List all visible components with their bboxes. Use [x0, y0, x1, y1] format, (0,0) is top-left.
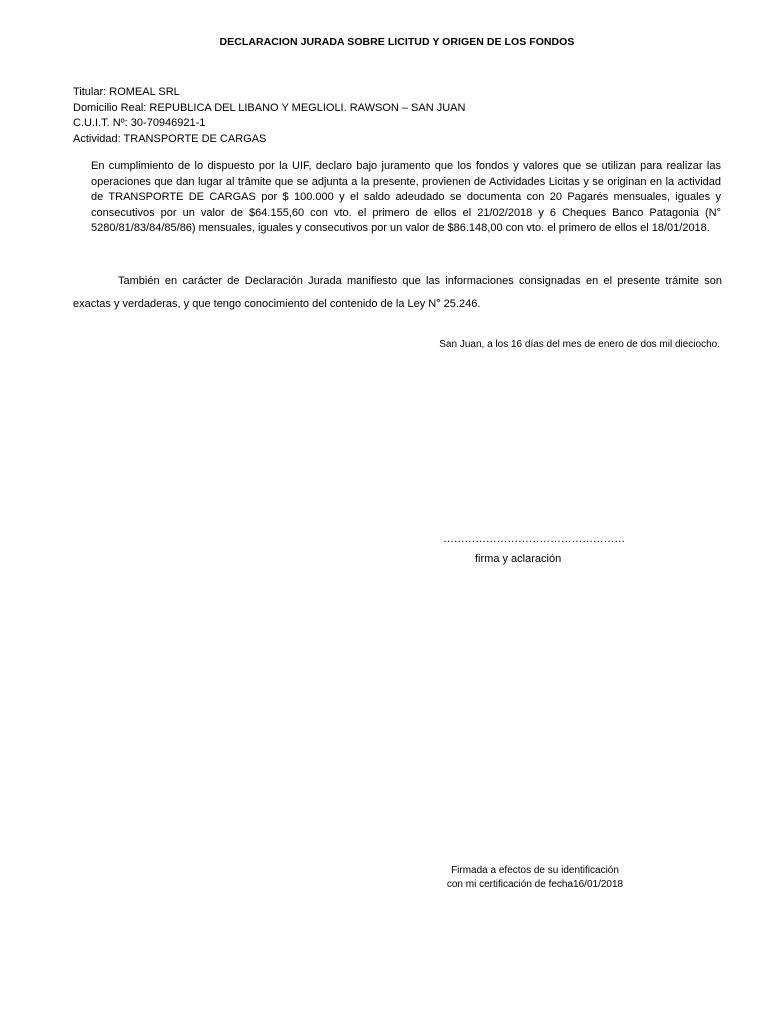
signature-label: firma y aclaración [475, 553, 562, 565]
holder-cuit: C.U.I.T. Nº: 30-70946921-1 [73, 117, 206, 129]
holder-address: Domicilio Real: REPUBLICA DEL LIBANO Y MEGLIOLI. RAWSON – SAN JUAN [73, 101, 466, 114]
holder-details [73, 85, 713, 147]
holder-activity: Actividad: TRANSPORTE DE CARGAS [73, 132, 267, 145]
certification-note [420, 864, 650, 891]
certification-line-1: Firmada a efectos de su identificación [451, 865, 619, 876]
certification-line-2: con mi certificación de fecha16/01/2018 [446, 878, 624, 890]
place-and-date: San Juan, a los 16 días del mes de enero de dos mil dieciocho. [439, 339, 720, 350]
declaration-paragraph: En cumplimiento de lo dispuesto por la UIF, declaro bajo juramento que los fondos y valores que se utilizan para realizar las operaciones que dan lugar al trâmite que se adjunta a la presente, provienen de Actividades Licitas y se originan en la actividad de TRANSPORTE DE CARGAS por $ 100.000 y el saldo adeudado se documenta con 20 Pagarés mensuales, iguales y consecutivos por un valor de $64.155,60 con vto. el primero de ellos el 21/02/2018 y 6 Cheques Banco Patagonia (N° 5280/81/83/84/85/86) mensuales, iguales y consecutivos por un valor de $86.148,00 con vto. el primero de ellos el 18/01/2018. [91, 160, 721, 234]
signature-line: …………………………………………… [443, 533, 625, 545]
holder-name: Titular: ROMEAL SRL [73, 86, 180, 98]
sworn-statement-paragraph: También en carácter de Declaración Jurada manifiesto que las informaciones consignadas en el presente trámite son exactas y verdaderas, y que tengo conocimiento del contenido de la Ley N° 25.246. [73, 275, 722, 310]
document-title: DECLARACION JURADA SOBRE LICITUD Y ORIGEN DE LOS FONDOS [219, 36, 575, 48]
